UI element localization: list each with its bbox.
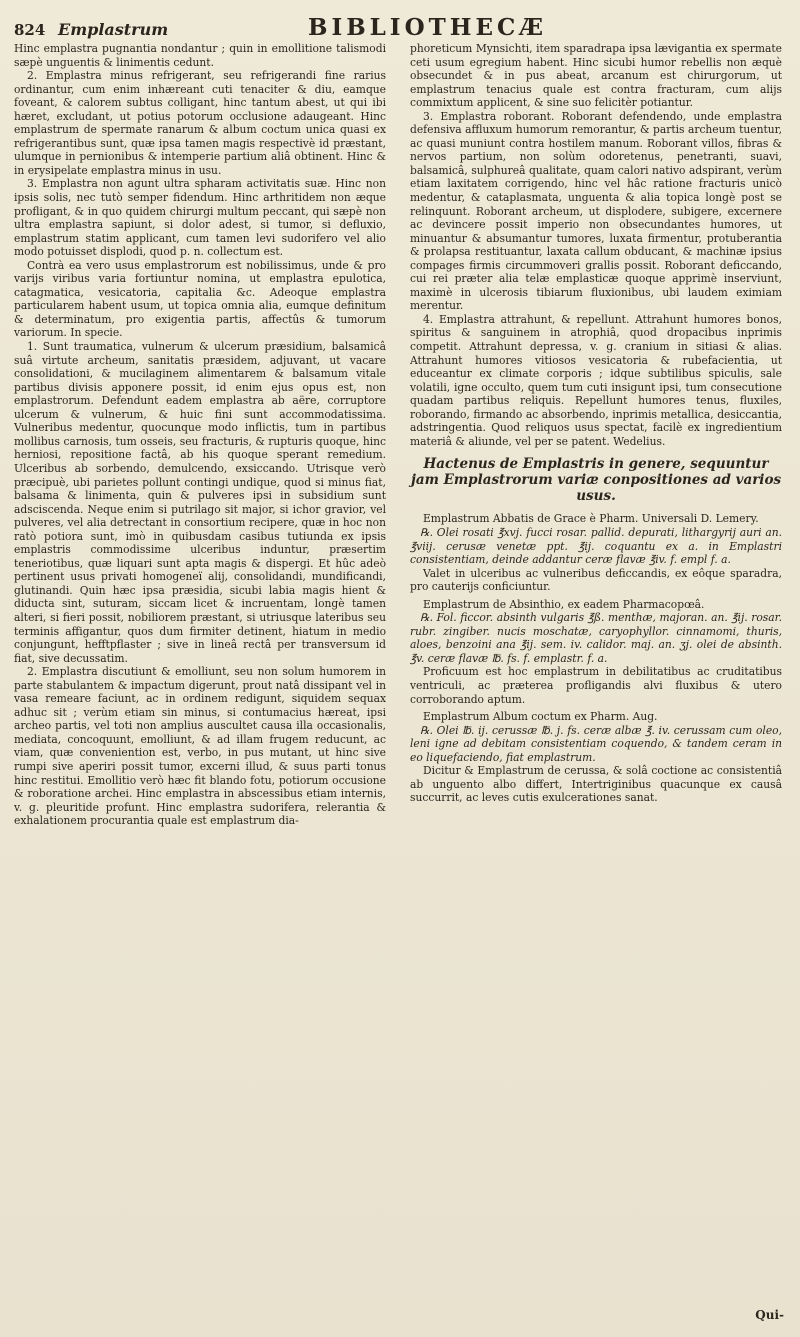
paragraph: ℞. Fol. ficcor. absinth vulgaris ℥ß. menthæ, majoran. an. ℥ij. rosar. rubr. zingiber. nucis moschatæ, caryophyllor. cinnamomi, thuris, aloes, benzoini ana ℥ij. sem. iv. calidor. maj. an. ʒj. olei de absinth. ℥v. ceræ flavæ ℔. fs. f. emplastr. f. a.	[410, 611, 782, 665]
right-column	[410, 42, 782, 805]
paragraph: Dicitur & Emplastrum de cerussa, & solâ coctione ac consistentiâ ab unguento albo differt, Intertriginibus quacunque ex causâ succurrit, ac leves cutis exulcerationes sanat.	[410, 764, 782, 805]
catchword: Qui-	[755, 1308, 784, 1322]
page-header	[14, 14, 786, 42]
paragraph: 2. Emplastra minus refrigerant, seu refrigerandi fine rarius ordinantur, cum enim inhæreant cuti tenaciter & diu, eamque foveant, & calorem subtus colligant, hinc tantum abest, ut qui ibi hæret, excludant, ut potius potorum occlusione adaugeant. Hinc emplastrum de spermate ranarum & album coctum unica quasi ex refrigerantibus sunt, quæ ipsa tamen magis respectivè id præstant, ulumque in pernionibus & intemperie partium aliâ obtinent. Hinc & in erysipelate emplastra minus in usu.	[14, 69, 386, 177]
paragraph: Valet in ulceribus ac vulneribus deficcandis, ex eôque sparadra, pro cauterijs conficiuntur.	[410, 566, 782, 594]
paragraph: Emplastrum Album coctum ex Pharm. Aug.	[423, 710, 658, 724]
paragraph: Proficuum est hoc emplastrum in debilitatibus ac cruditatibus ventriculi, ac præterea profligandis alvi fluxibus & utero corroborando aptum.	[410, 665, 782, 706]
paragraph: Hinc emplastra pugnantia nondantur ; quin in emollitione talismodi sæpè unguentis & linimentis cedunt.	[14, 42, 386, 69]
page-number: 824	[14, 21, 46, 39]
paragraph: 3. Emplastra roborant. Roborant defendendo, unde emplastra defensiva affluxum humorum remorantur, & partis archeum tuentur, ac quasi muniunt contra hostilem manum. Roborant villos, fibras & nervos partium, non solùm odoretenus, penetranti, suavi, balsamicâ, sulphureâ qualitate, quam calori nativo adspirant, verùm etiam laxitatem corrigendo, hinc vel hâc ratione fracturis unicò medentur, & cataplasmata, unguenta & alia topica longè post se relinquunt. Roborant archeum, ut displodere, subigere, excernere ac devincere possit imperio non obsecundantes humores, ut minuantur & absumantur tumores, luxata firmentur, protuberantia & prolapsa restituantur, laxata callum obducant, & machinæ ipsius compages firmis circummoveri grallis possit. Roborant deficcando, cui rei præter alia telæ emplasticæ quoque apprimè inserviunt, maximè in ulcerosis tibiarum fluxionibus, ubi laudem eximiam merentur.	[410, 109, 782, 313]
paragraph: 2. Emplastra discutiunt & emolliunt, seu non solum humorem in parte stabulantem & impactum digerunt, prout natâ dissipant vel in vasa remeare faciunt, ac in ordinem redigunt, siquidem sequax adhuc sit ; verùm etiam sin minus, si contumacius hæreat, ipsi archeo partis, vel toti non amplius auscultet causa illa occasionalis, mediata, concoquunt, emolliunt, & ad illam frugem reducunt, ac viam, quæ conveniention est, verbo, in pus mutant, ut hinc sive rumpi sive aperiri possit tumor, excerni illud, & suus parti tonus hinc restitui. Emollitio verò hæc fit blando fotu, potiorum occusione & roboratione archei. Hinc emplastra in abscessibus etiam internis, v. g. pleuritide profunt. Hinc emplastra sudorifera, relerantia & exhalationem procurantia quale est emplastrum dia-	[14, 665, 386, 828]
paragraph: 3. Emplastra non agunt ultra spharam activitatis suæ. Hinc non ipsis solis, nec tutò semper fidendum. Hinc arthritidem non æque profligant, & in quo quidem chirurgi multum peccant, qui sæpè non ultra emplastra sapiunt, si dolor adest, si tumor, si defluxio, emplastrum statim applicant, cum tamen levi sudorifero vel alio modo potuisset displodi, quod p. n. collectum est.	[14, 177, 386, 259]
paragraph: Emplastrum Abbatis de Grace è Pharm. Universali D. Lemery.	[423, 512, 759, 526]
paragraph: Contrà ea vero usus emplastrorum est nobilissimus, unde & pro varijs viribus varia fortiuntur nomina, ut emplastra epulotica, catagmatica, vesicatoria, capitalia &c. Adeoque emplastra particularem habent usum, ut topica omnia alia, eumque definitum & determinatum, pro exigentia partis, affectûs & tumorum variorum. In specie.	[14, 258, 386, 340]
paragraph: ℞. Olei ℔. ij. cerussæ ℔. j. fs. ceræ albæ ℥. iv. cerussam cum oleo, leni igne ad debitam consistentiam coquendo, & tandem ceram in eo liquefaciendo, fiat emplastrum.	[410, 723, 782, 764]
paragraph: 1. Sunt traumatica, vulnerum & ulcerum præsidium, balsamicâ suâ virtute archeum, sanitatis præsidem, adjuvant, ut vacare consolidationi, & mucilaginem alimentarem & balsamum vitale partibus divisis apponere possit, id enim ejus opus est, non emplastrorum. Defendunt eadem emplastra ab aëre, corruptore ulcerum & vulnerum, & huic fini sunt accommodatissima. Vulneribus medentur, quocunque modo inflictis, tum in partibus mollibus carnosis, tum osseis, seu fracturis, & rupturis quoque, hinc herniosi, repositione factâ, ab his quoque sperant remedium. Ulceribus ab sorbendo, demulcendo, exsiccando. Utrisque verò præcipuè, ubi parietes pollunt contingi undique, quod si minus fiat, balsama & linimenta, quin & pulveres ipsi in subsidium sunt adsciscenda. Neque enim si putrilago sit major, si ichor gravior, vel pulveres, vel alia detrectant in consortium recipere, quæ in hoc non ratò potiora sunt, imò in quibusdam casibus tutiunda ex ipsis emplastris commodissime ulceribus induntur, præsertim teneriotibus, quæ liquari sunt apta magis & dispergi. Et hûc adeò pertinent usus privati homogeneï alij, consolidandi, mundificandi, glutinandi. Quin hæc ipsa præsidia, sicubi labia magis hient & diducta sint, suturam, siccam licet & incruentam, longè tamen alteri, si fieri possit, nobiliorem præstant, si utriusque lateribus seu terminis affigantur, quos dum firmiter detinent, hiatum in medio conjungunt, hefftpflaster ; sive in lineâ rectâ per transversum id fiat, sive decussatim.	[14, 340, 386, 665]
running-head: Emplastrum	[58, 20, 169, 39]
paragraph: Hactenus de Emplastris in genere, sequuntur jam Emplastrorum variæ conpositiones ad varios usus.	[410, 456, 782, 505]
paragraph: ℞. Olei rosati ℥xvj. fucci rosar. pallid. depurati, lithargyrij auri an. ℥viij. cerusæ venetæ ppt. ℥ij. coquantu ex a. in Emplastri consistentiam, deinde addantur ceræ flavæ ℥iv. f. empl f. a.	[410, 525, 782, 567]
paragraph: Emplastrum de Absinthio, ex eadem Pharmacopœâ.	[423, 597, 705, 611]
page-title: BIBLIOTHECÆ	[308, 14, 548, 41]
left-column	[14, 42, 386, 828]
paragraph: phoreticum Mynsichti, item sparadrapa ipsa lævigantia ex spermate ceti usum egregium habent. Hinc sicubi humor rebellis non æquè obsecundet & in pus abeat, arcanum est chirurgorum, ut emplastrum tenacius quale est contra fracturam, cum alijs commixtum applicent, & sine suo felicitèr potiantur.	[410, 42, 782, 110]
paragraph: 4. Emplastra attrahunt, & repellunt. Attrahunt humores bonos, spiritus & sanguinem in atrophiâ, quod dropacibus inprimis competit. Attrahunt depressa, v. g. cranium in sitiasi & alias. Attrahunt humores vitiosos vesicatoria & rubefacientia, ut educeantur ex climate corporis ; idque subtilibus spiculis, sale volatili, igne occulto, quem tum cuti insigunt ipsi, tum consecutione quadam partibus reliquis. Repellunt humores tenus, fluxiles, roborando, firmando ac absorbendo, inprimis metallica, desiccantia, adstringentia. Quod reliquos usus spectat, facilè ex ingredientium materiâ & aliunde, vel per se patent. Wedelius.	[410, 312, 782, 448]
